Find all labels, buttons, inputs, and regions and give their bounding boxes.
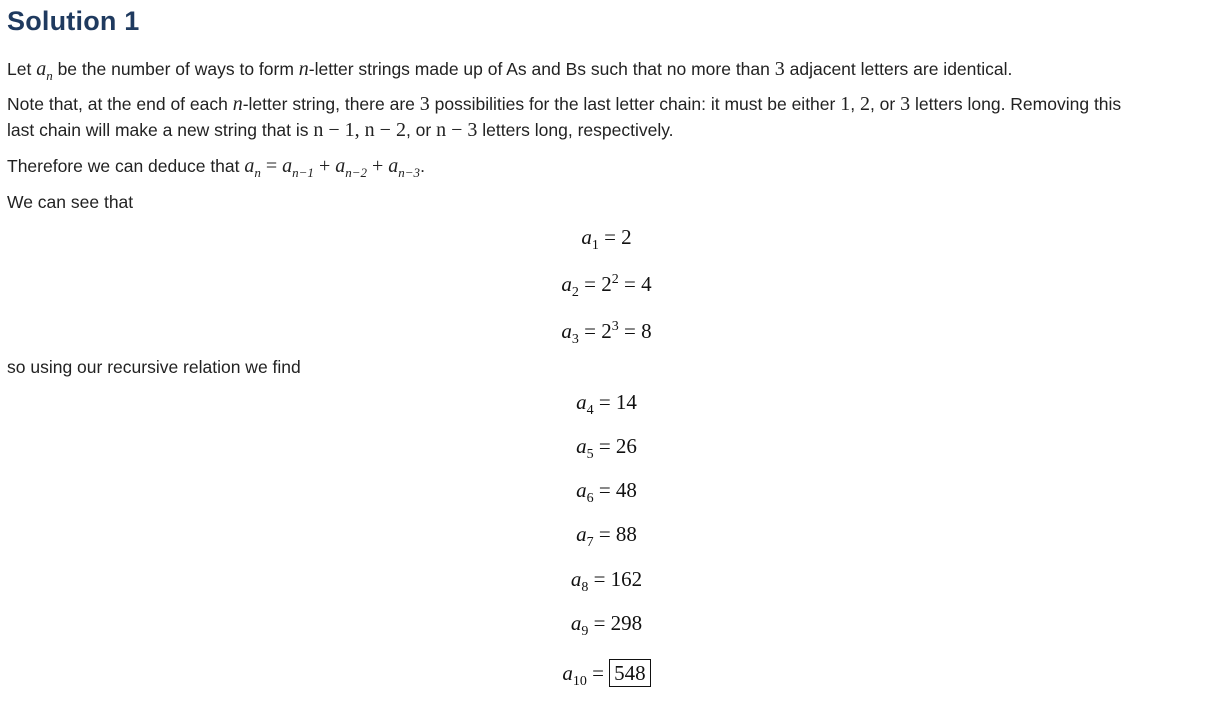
equation-a10-final: $a_{10} = 548$ <box>0 659 1213 687</box>
equation-a1: $a_1 = 2$ <box>581 225 632 254</box>
paragraph-recursive-find: so using our recursive relation we find <box>7 357 301 377</box>
equation-a4: $a_4 = 14$ <box>576 390 637 419</box>
paragraph-we-can-see: We can see that <box>7 192 134 212</box>
equation-a9: $a_9 = 298$ <box>570 611 643 640</box>
equation-a8: $a_8 = 162$ <box>570 567 643 596</box>
paragraph-observation: Note that, at the end of each n-letter string, there are 3 possibilities for the last letter chain: it must be either 1, 2, or 3 letters long. Removing this last chain will make a new string that is n − 1, n − 2, or n − 3 letters long, respectively. <box>7 93 1122 141</box>
equation-a6: $a_6 = 48$ <box>576 478 637 507</box>
solution-heading: Solution 1 <box>7 6 140 36</box>
equation-a5: $a_5 = 26$ <box>576 434 637 463</box>
equation-a2: $a_2 = 2^2 = 4$ <box>561 272 652 301</box>
equation-a3: $a_3 = 2^3 = 8$ <box>561 319 652 348</box>
paragraph-definition: Let $a_n$ be the number of ways to form n-letter strings made up of As and Bs such that no more than 3 adjacent letters are identical. <box>7 58 1013 83</box>
paragraph-recurrence: Therefore we can deduce that $a_n = a_{n-1} + a_{n-2} + a_{n-3}$. <box>7 155 425 180</box>
math-a-n: $a_n$ <box>36 58 53 83</box>
recurrence-formula: $a_n = a_{n-1} + a_{n-2} + a_{n-3}$ <box>244 155 421 180</box>
boxed-answer: 548 <box>609 659 651 687</box>
equation-a7: $a_7 = 88$ <box>576 522 637 551</box>
